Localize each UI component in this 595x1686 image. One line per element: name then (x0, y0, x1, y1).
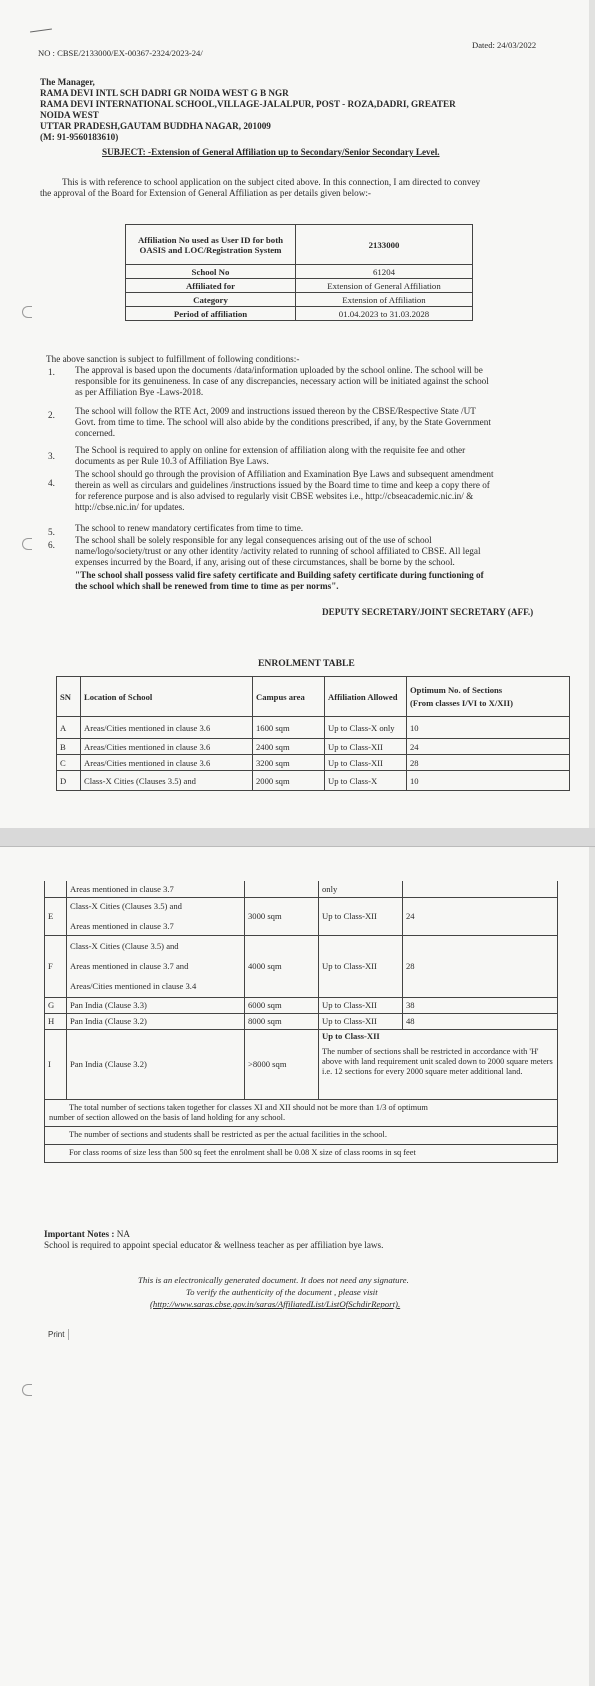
condition-1-line: as per Affiliation Bye -Laws-2018. (75, 387, 204, 397)
cell-sn: I (45, 1029, 67, 1099)
address-line-3: RAMA DEVI INTERNATIONAL SCHOOL,VILLAGE-JALALPUR, POST - ROZA,DADRI, GREATER (40, 99, 456, 109)
cell-affiliation-note (319, 1029, 558, 1099)
affiliation-note-text: The number of sections shall be restricted in accordance with 'H' above with land requirement unit scaled down to 2000 square meters i.e. 12 sections for every 2000 square meter additional land. (322, 1046, 553, 1076)
table-row (57, 771, 570, 791)
condition-1-line: The approval is based upon the documents /data/information uploaded by the school online. The school will be (75, 365, 483, 375)
cell-affiliation: Up to Class-XII (319, 1013, 403, 1029)
cell-campus-area: 2400 sqm (253, 739, 325, 755)
table-row (45, 897, 558, 935)
table-row (45, 997, 558, 1013)
enrolment-table-title: ENROLMENT TABLE (258, 658, 355, 669)
footer-line-1: This is an electronically generated document. It does not need any signature. (138, 1275, 409, 1285)
cell-optimum: 38 (403, 997, 558, 1013)
condition-number: 4. (48, 478, 55, 488)
school-no-label: School No (126, 265, 296, 279)
condition-3-line: The School is required to apply on online for extension of affiliation along with the requisite fee and other (75, 445, 466, 455)
important-notes-value: NA (116, 1229, 131, 1239)
cell-location (67, 935, 245, 997)
fire-safety-note: the school which shall be renewed from time to time as per norms". (75, 581, 339, 591)
period-value: 01.04.2023 to 31.03.2028 (296, 307, 473, 321)
cell-optimum: 24 (407, 739, 570, 755)
condition-5-line: The school to renew mandatory certificates from time to time. (75, 523, 304, 533)
cell-campus-area: 1600 sqm (253, 717, 325, 739)
condition-1-line: responsible for its genuineness. In case of any discrepancies, necessary action will be initiated against the school (75, 376, 489, 386)
pen-mark (30, 28, 52, 32)
footer-line-2: To verify the authenticity of the document , please visit (186, 1287, 378, 1297)
cell-location: Areas/Cities mentioned in clause 3.6 (81, 755, 253, 771)
enrolment-table-continued (44, 881, 558, 1163)
condition-4-line: for reference purpose and is also advised to regularly visit CBSE websites i.e., http://cbseacademic.nic.in/ & (75, 491, 474, 501)
page-edge (589, 0, 595, 828)
enrolment-note-3: For class rooms of size less than 500 sq feet the enrolment shall be 0.08 X size of class rooms in sq feet (45, 1144, 558, 1162)
cell-campus-area: 6000 sqm (245, 997, 319, 1013)
address-phone: (M: 91-9560183610) (40, 132, 119, 142)
column-header-optimum-sections (407, 677, 570, 717)
category-value: Extension of Affiliation (296, 293, 473, 307)
print-button[interactable]: Print (44, 1329, 69, 1340)
school-no-value: 61204 (296, 265, 473, 279)
document-page-1 (0, 0, 595, 828)
cell-optimum: 10 (407, 771, 570, 791)
cell-location: Areas/Cities mentioned in clause 3.6 (81, 717, 253, 739)
intro-line-1: This is with reference to school application on the subject cited above. In this connection, I am directed to convey (62, 177, 481, 187)
important-notes-line: School is required to appoint special educator & wellness teacher as per affiliation bye laws. (44, 1240, 384, 1250)
period-label: Period of affiliation (126, 307, 296, 321)
condition-number: 3. (48, 451, 55, 461)
cell-affiliation: Up to Class-XII (319, 997, 403, 1013)
note-line: The total number of sections taken together for classes XI and XII should not be more than 1/3 of optimum (69, 1102, 428, 1112)
address-line-1: The Manager, (40, 77, 95, 87)
column-header-sn: SN (57, 677, 81, 717)
condition-4-line: therein as well as circulars and guidelines /instructions issued by the Board time to time and keep a copy there of (75, 480, 490, 490)
affiliated-for-label: Affiliated for (126, 279, 296, 293)
address-line-5: UTTAR PRADESH,GAUTAM BUDDHA NAGAR, 201009 (40, 121, 271, 131)
enrolment-table (56, 676, 570, 791)
reference-number: NO : CBSE/2133000/EX-00367-2324/2023-24/ (38, 48, 203, 58)
hole-punch-mark (22, 1384, 32, 1396)
cell-optimum: 24 (403, 897, 558, 935)
cell-optimum: 28 (407, 755, 570, 771)
table-row (57, 755, 570, 771)
table-row (126, 293, 473, 307)
page-edge (589, 847, 595, 1686)
location-line: Class-X Cities (Clauses 3.5) and (70, 901, 182, 911)
table-row (45, 935, 558, 997)
cell-campus-area: 8000 sqm (245, 1013, 319, 1029)
affiliation-title: Up to Class-XII (322, 1030, 380, 1041)
affiliation-details-table (125, 224, 473, 321)
cell-sn: D (57, 771, 81, 791)
cell-campus-area: 3000 sqm (245, 897, 319, 935)
cell-location: Areas/Cities mentioned in clause 3.6 (81, 739, 253, 755)
cell-campus-area: 4000 sqm (245, 935, 319, 997)
affiliation-number-value: 2133000 (296, 225, 473, 265)
cell-campus-area (245, 881, 319, 897)
cell-sn (45, 881, 67, 897)
cell-sn: A (57, 717, 81, 739)
cell-affiliation: Up to Class-XII (325, 755, 407, 771)
cell-affiliation: Up to Class-XII (319, 897, 403, 935)
address-line-4: NOIDA WEST (40, 110, 99, 120)
important-notes-label: Important Notes : (44, 1229, 115, 1239)
location-line: Areas/Cities mentioned in clause 3.4 (70, 980, 197, 991)
address-line-2: RAMA DEVI INTL SCH DADRI GR NOIDA WEST G B NGR (40, 88, 289, 98)
enrolment-note-2: The number of sections and students shall be restricted as per the actual facilities in the school. (45, 1126, 558, 1144)
table-row (57, 739, 570, 755)
column-header-campus-area: Campus area (253, 677, 325, 717)
cell-affiliation: only (319, 881, 403, 897)
condition-3-line: documents as per Rule 10.3 of Affiliation Bye Laws. (75, 456, 269, 466)
cell-location: Pan India (Clause 3.2) (67, 1013, 245, 1029)
cell-sn: E (45, 897, 67, 935)
table-row (45, 1144, 558, 1162)
cell-sn: H (45, 1013, 67, 1029)
cell-affiliation: Up to Class-X (325, 771, 407, 791)
document-page-2 (0, 846, 595, 1686)
fire-safety-note: "The school shall possess valid fire safety certificate and Building safety certificate during functioning of (75, 570, 484, 580)
signatory-title: DEPUTY SECRETARY/JOINT SECRETARY (AFF.) (322, 607, 534, 617)
cell-affiliation: Up to Class-XII (325, 739, 407, 755)
condition-number: 6. (48, 540, 55, 550)
cell-sn: C (57, 755, 81, 771)
conditions-heading: The above sanction is subject to fulfillment of following conditions:- (46, 354, 300, 364)
cell-campus-area: >8000 sqm (245, 1029, 319, 1099)
cell-optimum: 48 (403, 1013, 558, 1029)
optimum-range-label: (From classes I/VI to X/XII) (410, 697, 513, 708)
cell-location: Pan India (Clause 3.2) (67, 1029, 245, 1099)
location-line: Class-X Cities (Clause 3.5) and (70, 940, 179, 951)
important-notes (44, 1229, 130, 1240)
cell-location (67, 897, 245, 935)
table-header-row (57, 677, 570, 717)
table-row (126, 265, 473, 279)
condition-number: 1. (48, 367, 55, 377)
condition-number: 2. (48, 410, 55, 420)
condition-4-line: The school should go through the provision of Affiliation and Examination Bye Laws and subsequent amendment (75, 469, 494, 479)
intro-line-2: the approval of the Board for Extension of General Affiliation as per details given below:- (40, 188, 371, 198)
cell-campus-area: 2000 sqm (253, 771, 325, 791)
affiliation-number-label: Affiliation No used as User ID for both OASIS and LOC/Registration System (126, 225, 296, 265)
condition-2-line: The school will follow the RTE Act, 2009 and instructions issued thereon by the CBSE/Respective State /UT (75, 406, 476, 416)
cell-campus-area: 3200 sqm (253, 755, 325, 771)
table-row (45, 1013, 558, 1029)
condition-4-line: http://cbse.nic.in/ for updates. (75, 502, 185, 512)
cell-sn: B (57, 739, 81, 755)
optimum-label: Optimum No. of Sections (410, 684, 503, 695)
letter-subject: SUBJECT: -Extension of General Affiliation up to Secondary/Senior Secondary Level. (102, 147, 440, 157)
category-label: Category (126, 293, 296, 307)
table-row (57, 717, 570, 739)
table-row (45, 1126, 558, 1144)
table-row (126, 307, 473, 321)
cell-sn: F (45, 935, 67, 997)
table-row (45, 1029, 558, 1099)
verification-link[interactable]: (http://www.saras.cbse.gov.in/saras/AffiliatedList/ListOfSchdirReport). (150, 1299, 401, 1309)
cell-location: Pan India (Clause 3.3) (67, 997, 245, 1013)
condition-2-line: Govt. from time to time. The school will also abide by the conditions prescribed, if any, by the State Government (75, 417, 491, 427)
cell-sn: G (45, 997, 67, 1013)
condition-6-line: The school shall be solely responsible for any legal consequences arising out of the use of school (75, 535, 432, 545)
cell-optimum (403, 881, 558, 897)
cell-optimum: 28 (403, 935, 558, 997)
cell-location: Areas mentioned in clause 3.7 (67, 881, 245, 897)
cell-affiliation: Up to Class-X only (325, 717, 407, 739)
cell-location: Class-X Cities (Clauses 3.5) and (81, 771, 253, 791)
location-line: Areas mentioned in clause 3.7 and (70, 960, 189, 971)
condition-6-line: expenses incurred by the Board, if any, arising out of these circumstances, shall be borne by the school. (75, 557, 455, 567)
document-date: Dated: 24/03/2022 (472, 40, 537, 50)
condition-number: 5. (48, 527, 55, 537)
condition-6-line: name/logo/society/trust or any other identity /activity related to running of school affiliated to CBSE. All legal (75, 546, 481, 556)
table-row (126, 279, 473, 293)
affiliated-for-value: Extension of General Affiliation (296, 279, 473, 293)
table-row (126, 225, 473, 265)
table-row (45, 881, 558, 897)
table-row (45, 1099, 558, 1126)
column-header-affiliation: Affiliation Allowed (325, 677, 407, 717)
cell-affiliation: Up to Class-XII (319, 935, 403, 997)
location-line: Areas mentioned in clause 3.7 (70, 921, 174, 931)
condition-2-line: concerned. (75, 428, 116, 438)
enrolment-note-1 (45, 1099, 558, 1126)
column-header-location: Location of School (81, 677, 253, 717)
hole-punch-mark (22, 538, 32, 550)
hole-punch-mark (22, 306, 32, 318)
note-line: number of section allowed on the basis of land holding for any school. (49, 1112, 286, 1122)
cell-optimum: 10 (407, 717, 570, 739)
